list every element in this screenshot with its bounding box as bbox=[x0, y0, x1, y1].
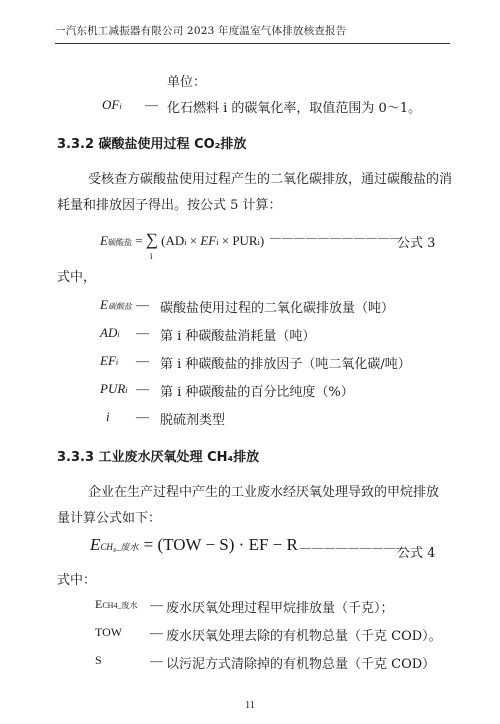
def-dash: — bbox=[136, 381, 149, 396]
def-desc: 碳酸盐使用过程的二氧化碳排放量（吨） bbox=[160, 301, 395, 316]
header-rule bbox=[55, 43, 450, 44]
formula-4: ECH₄_废水 = (TOW − S) · EF − R bbox=[90, 535, 298, 554]
def-symbol-of: OFi bbox=[102, 97, 122, 112]
paragraph-line: 量计算公式如下： bbox=[57, 511, 162, 526]
def-dash: — bbox=[136, 353, 149, 368]
def-symbol: TOW bbox=[95, 625, 123, 639]
def-dash: — bbox=[150, 625, 163, 640]
where-label: 式中， bbox=[57, 270, 97, 285]
formula-leader: ————————— bbox=[300, 542, 408, 554]
formula-3: E碳酸盐 = ∑ (ADi × EFi × PURi) bbox=[100, 230, 265, 249]
def-symbol: S bbox=[95, 653, 102, 667]
def-desc: 第 i 种碳酸盐的百分比纯度（%） bbox=[160, 385, 354, 400]
def-symbol: PURi bbox=[100, 381, 128, 396]
formula-label: 公式 4 bbox=[397, 546, 436, 561]
def-desc: 第 i 种碳酸盐的排放因子（吨二氧化碳/吨） bbox=[160, 357, 411, 372]
def-desc: 废水厌氧处理去除的有机物总量（千克 COD）。 bbox=[166, 629, 442, 644]
sum-index: i bbox=[150, 252, 153, 261]
def-dash: — bbox=[136, 325, 149, 340]
page-number: 11 bbox=[245, 700, 255, 711]
def-dash: — bbox=[150, 597, 163, 612]
unit-label: 单位： bbox=[167, 75, 207, 90]
paragraph-line: 耗量和排放因子得出。按公式 5 计算： bbox=[57, 198, 282, 213]
section-heading-carbonate: 3.3.2 碳酸盐使用过程 CO₂排放 bbox=[57, 137, 247, 152]
def-symbol: ECH4_废水 bbox=[95, 597, 138, 611]
page-header: 一汽东机工减振器有限公司 2023 年度温室气体排放核查报告 bbox=[55, 25, 347, 37]
def-desc: 第 i 种碳酸盐消耗量（吨） bbox=[160, 329, 316, 344]
formula-leader: ——————————— bbox=[270, 232, 402, 244]
def-dash: — bbox=[136, 297, 149, 312]
def-desc-of: 化石燃料 i 的碳氧化率，取值范围为 0～1。 bbox=[167, 101, 422, 116]
paragraph-line: 企业在生产过程中产生的工业废水经厌氧处理导致的甲烷排放 bbox=[88, 485, 440, 500]
section-heading-wastewater: 3.3.3 工业废水厌氧处理 CH₄排放 bbox=[57, 450, 260, 465]
where-label: 式中： bbox=[57, 573, 97, 588]
def-dash: — bbox=[136, 409, 149, 424]
def-symbol: EFi bbox=[100, 353, 119, 368]
def-dash: — bbox=[150, 653, 163, 668]
def-desc: 废水厌氧处理过程甲烷排放量（千克）； bbox=[166, 601, 394, 616]
def-symbol: i bbox=[106, 409, 110, 424]
def-symbol: ADi bbox=[100, 325, 120, 340]
def-dash: — bbox=[145, 97, 158, 112]
def-desc: 以污泥方式清除掉的有机物总量（千克 COD） bbox=[166, 657, 436, 672]
formula-label: 公式 3 bbox=[397, 236, 436, 251]
def-desc: 脱硫剂类型 bbox=[160, 413, 226, 428]
paragraph-line: 受核查方碳酸盐使用过程产生的二氧化碳排放，通过碳酸盐的消 bbox=[88, 172, 453, 187]
def-symbol: E碳酸盐 bbox=[100, 297, 132, 312]
